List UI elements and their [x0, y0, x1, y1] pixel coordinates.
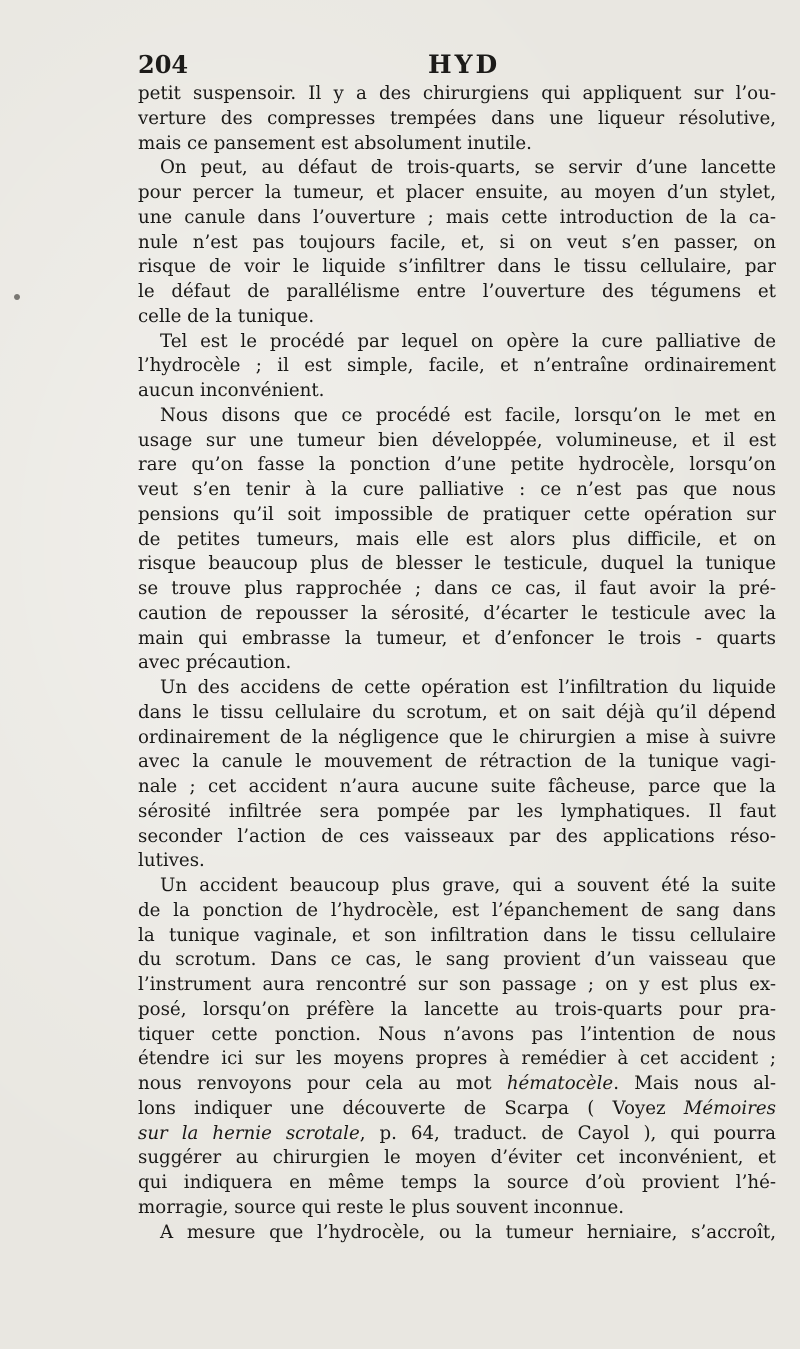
- margin-spot: [14, 294, 20, 300]
- text-line: usage sur une tumeur bien développée, volumineuse, et il est: [138, 429, 776, 451]
- text-line: du scrotum. Dans ce cas, le sang provient d’un vaisseau que: [138, 949, 776, 971]
- text-line: suggérer au chirurgien le moyen d’éviter cet inconvénient, et: [138, 1147, 776, 1169]
- text-line: nous renvoyons pour cela au mot hématocèle. Mais nous al-: [138, 1073, 776, 1094]
- text-line: Nous disons que ce procédé est facile, lorsqu’on le met en: [160, 404, 776, 426]
- text-line: lutives.: [138, 850, 205, 872]
- text-line: Un des accidens de cette opération est l’infiltration du liquide: [160, 677, 776, 698]
- text-line: Un accident beaucoup plus grave, qui a souvent été la suite: [160, 875, 776, 896]
- text-line: se trouve plus rapprochée ; dans ce cas, il faut avoir la pré-: [138, 578, 776, 599]
- text-line: avec la canule le mouvement de rétraction de la tunique vagi-: [138, 751, 776, 773]
- text-line: pour percer la tumeur, et placer ensuite, au moyen d’un stylet,: [138, 182, 776, 203]
- text-line: seconder l’action de ces vaisseaux par des applications réso-: [138, 825, 776, 847]
- text-line: mais ce pansement est absolument inutile.: [138, 132, 532, 154]
- text-line: A mesure que l’hydrocèle, ou la tumeur herniaire, s’accroît,: [160, 1221, 776, 1243]
- text-line: rare qu’on fasse la ponction d’une petite hydrocèle, lorsqu’on: [138, 454, 776, 476]
- text-line: l’instrument aura rencontré sur son passage ; on y est plus ex-: [138, 974, 776, 995]
- page-header: [138, 50, 778, 82]
- text-line: le défaut de parallélisme entre l’ouverture des tégumens et: [138, 281, 776, 302]
- running-head: HYD: [428, 50, 501, 79]
- text-line: petit suspensoir. Il y a des chirurgiens qui appliquent sur l’ou-: [138, 83, 776, 104]
- text-line: Tel est le procédé par lequel on opère la cure palliative de: [160, 330, 776, 352]
- text-line: morragie, source qui reste le plus souvent inconnue.: [138, 1196, 625, 1218]
- text-line: risque beaucoup plus de blesser le testicule, duquel la tunique: [138, 553, 776, 575]
- text-line: caution de repousser la sérosité, d’écarter le testicule avec la: [138, 602, 776, 624]
- text-line: verture des compresses trempées dans une liqueur résolutive,: [138, 107, 776, 129]
- text-line: On peut, au défaut de trois-quarts, se servir d’une lancette: [160, 157, 776, 179]
- text-line: posé, lorsqu’on préfère la lancette au trois-quarts pour pra-: [138, 998, 776, 1020]
- text-line: de petites tumeurs, mais elle est alors plus difficile, et on: [138, 528, 776, 550]
- text-line: avec précaution.: [138, 652, 292, 674]
- text-line: la tunique vaginale, et son infiltration dans le tissu cellulaire: [138, 924, 776, 946]
- text-line: sur la hernie scrotale, p. 64, traduct. de Cayol ), qui pourra: [138, 1122, 776, 1144]
- text-line: qui indiquera en même temps la source d’où provient l’hé-: [138, 1172, 776, 1193]
- text-line: tiquer cette ponction. Nous n’avons pas l’intention de nous: [138, 1023, 776, 1045]
- text-line: l’hydrocèle ; il est simple, facile, et n’entraîne ordinairement: [138, 355, 776, 377]
- text-line: nule n’est pas toujours facile, et, si on veut s’en passer, on: [138, 231, 776, 253]
- text-line: une canule dans l’ouverture ; mais cette introduction de la ca-: [138, 206, 776, 228]
- text-line: sérosité infiltrée sera pompée par les lymphatiques. Il faut: [138, 800, 776, 822]
- text-line: de la ponction de l’hydrocèle, est l’épanchement de sang dans: [138, 899, 776, 921]
- text-line: nale ; cet accident n’aura aucune suite fâcheuse, parce que la: [138, 776, 776, 797]
- text-line: ordinairement de la négligence que le chirurgien a mise à suivre: [138, 726, 776, 748]
- text-line: risque de voir le liquide s’infiltrer dans le tissu cellulaire, par: [138, 256, 776, 278]
- text-line: veut s’en tenir à la cure palliative : ce n’est pas que nous: [138, 479, 776, 500]
- page-number: 204: [138, 50, 189, 79]
- text-line: aucun inconvénient.: [138, 380, 325, 401]
- text-line: celle de la tunique.: [138, 305, 315, 327]
- text-line: lons indiquer une découverte de Scarpa ( Voyez Mémoires: [138, 1097, 776, 1119]
- text-line: main qui embrasse la tumeur, et d’enfoncer le trois - quarts: [138, 627, 776, 649]
- body-text: [138, 82, 776, 1245]
- text-line: pensions qu’il soit impossible de pratiquer cette opération sur: [138, 503, 776, 525]
- text-line: dans le tissu cellulaire du scrotum, et on sait déjà qu’il dépend: [138, 701, 776, 723]
- text-line: étendre ici sur les moyens propres à remédier à cet accident ;: [138, 1048, 776, 1070]
